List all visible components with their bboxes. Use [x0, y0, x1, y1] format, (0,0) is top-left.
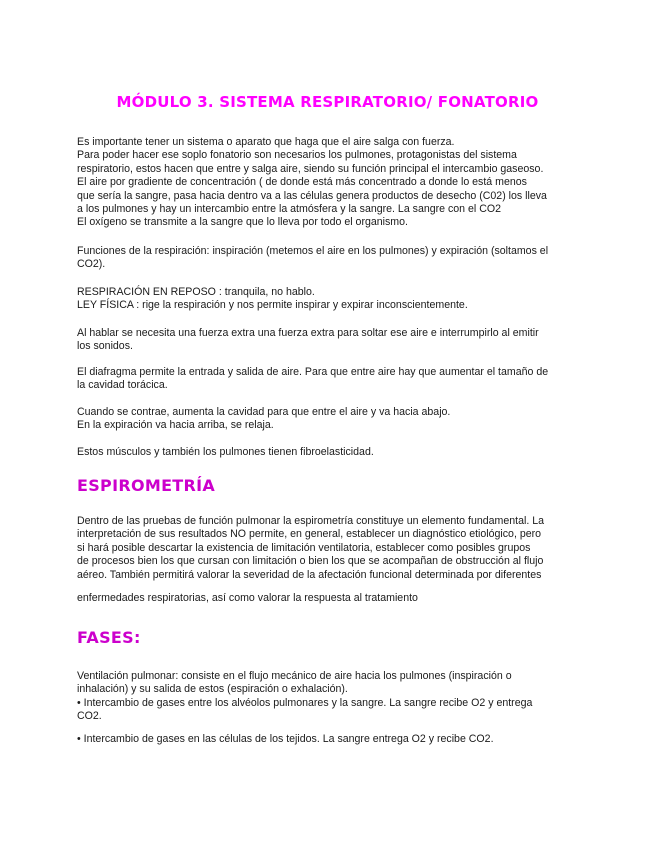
intro-paragraph	[77, 136, 582, 230]
text-line: El aire por gradiente de concentración ( de donde está más concentrado a donde lo está menos	[77, 176, 527, 189]
text-line: Estos músculos y también los pulmones tienen fibroelasticidad.	[77, 446, 374, 458]
text-line: Dentro de las pruebas de función pulmonar la espirometría constituye un elemento fundamental. La	[77, 515, 544, 527]
funciones-paragraph	[77, 245, 582, 272]
text-line: Al hablar se necesita una fuerza extra una fuerza extra para soltar ese aire e interrumpirlo al emitir	[77, 327, 539, 339]
text-line: CO2).	[77, 258, 106, 271]
fases-ventilacion-paragraph	[77, 670, 582, 724]
page-title: MÓDULO 3. SISTEMA RESPIRATORIO/ FONATORIO	[116, 93, 539, 111]
text-line: inhalación) y su salida de estos (espiración o exhalación).	[77, 683, 348, 696]
fases-tejidos-paragraph	[77, 733, 582, 746]
text-line: a los pulmones y hay un intercambio entre la atmósfera y la sangre. La sangre con el CO2	[77, 203, 501, 216]
text-line: aéreo. También permitirá valorar la severidad de la afectación funcional determinada por diferentes	[77, 568, 542, 581]
reposo-paragraph	[77, 286, 582, 313]
text-line: que sería la sangre, pasa hacia dentro va a las células genera productos de desecho (C02) los lleva	[77, 189, 547, 202]
text-line: interpretación de sus resultados NO permite, en general, establecer un diagnóstico etiológico, pero	[77, 528, 542, 541]
section-heading-espirometria: ESPIROMETRÍA	[77, 476, 216, 495]
text-line: Cuando se contrae, aumenta la cavidad para que entre el aire y va hacia abajo.	[77, 406, 451, 418]
text-line: El diafragma permite la entrada y salida de aire. Para que entre aire hay que aumentar el tamaño de	[77, 366, 549, 378]
text-line: respiratorio, estos hacen que entre y salga aire, siendo su función principal el intercambio gaseoso.	[77, 162, 544, 175]
text-line: • Intercambio de gases entre los alvéolos pulmonares y la sangre. La sangre recibe O2 y entrega	[77, 696, 533, 709]
section-heading-fases: FASES:	[77, 628, 141, 647]
text-line: Ventilación pulmonar: consiste en el flujo mecánico de aire hacia los pulmones (inspiración o	[77, 670, 512, 682]
contrae-paragraph	[77, 406, 582, 433]
text-line: El oxígeno se transmite a la sangre que lo lleva por todo el organismo.	[77, 216, 408, 229]
text-line: los sonidos.	[77, 340, 133, 353]
text-line: Para poder hacer ese soplo fonatorio son necesarios los pulmones, protagonistas del sistema	[77, 149, 517, 162]
espirometria-last-line	[77, 592, 582, 605]
diafragma-paragraph	[77, 366, 582, 393]
espirometria-paragraph	[77, 515, 582, 582]
text-line: RESPIRACIÓN EN REPOSO : tranquila, no hablo.	[77, 286, 315, 298]
text-line: la cavidad torácica.	[77, 379, 168, 392]
text-line: Funciones de la respiración: inspiración (metemos el aire en los pulmones) y expiración (soltamos el	[77, 245, 549, 257]
hablar-paragraph	[77, 327, 582, 354]
text-line: Es importante tener un sistema o aparato que haga que el aire salga con fuerza.	[77, 136, 455, 148]
musculos-paragraph	[77, 446, 582, 459]
text-line: CO2.	[77, 710, 102, 723]
text-line: En la expiración va hacia arriba, se relaja.	[77, 419, 274, 432]
text-line: LEY FÍSICA : rige la respiración y nos permite inspirar y expirar inconscientemente.	[77, 299, 468, 312]
text-line: de procesos bien los que cursan con limitación o bien los que se acompañan de obstrucción al flujo	[77, 555, 544, 568]
text-line: • Intercambio de gases en las células de los tejidos. La sangre entrega O2 y recibe CO2.	[77, 733, 494, 745]
text-line: si hará posible descartar la existencia de limitación ventilatoria, establecer como posibles grupos	[77, 541, 531, 554]
text-line: enfermedades respiratorias, así como valorar la respuesta al tratamiento	[77, 592, 418, 604]
